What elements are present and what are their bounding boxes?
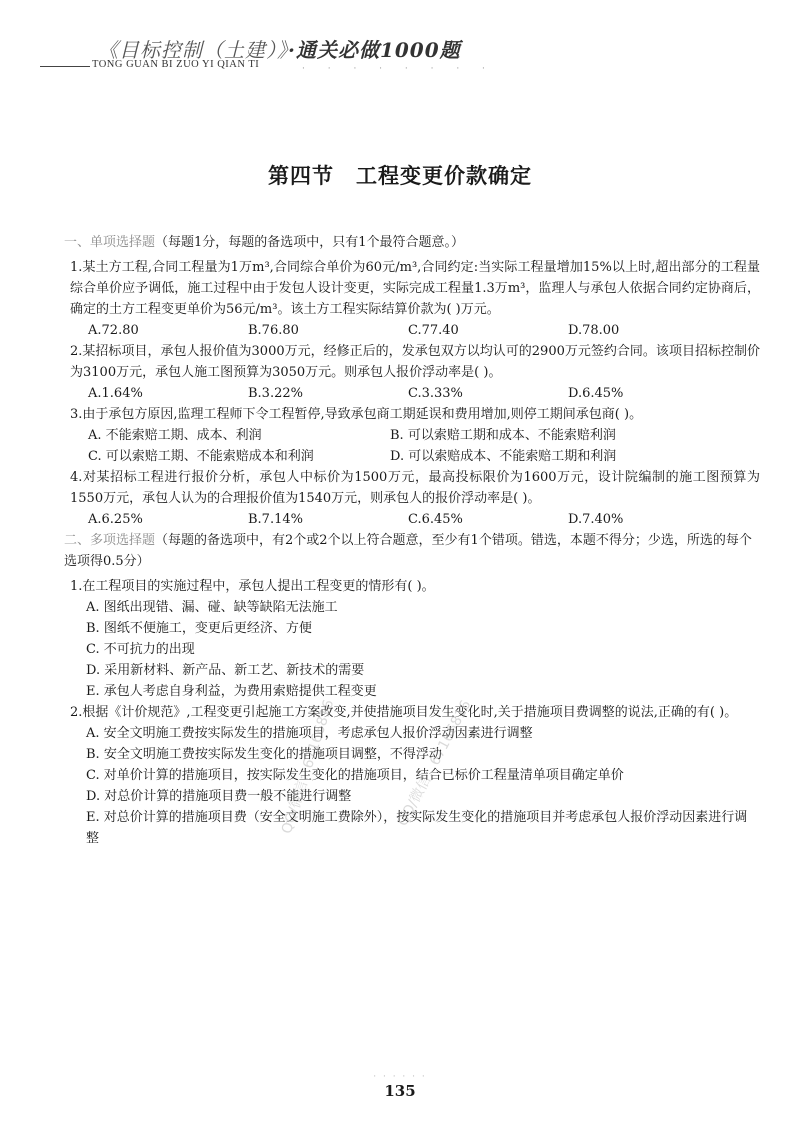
section-title xyxy=(0,160,800,190)
option: B. 可以索赔工期和成本、不能索赔利润 xyxy=(390,428,616,443)
option: C.3.33% xyxy=(408,386,463,401)
option: B.3.22% xyxy=(248,386,303,401)
watermark: QQ/微信：67166816 xyxy=(278,697,338,836)
page-number-decoration: · · · · · · xyxy=(373,1072,427,1082)
option: D.78.00 xyxy=(568,323,620,338)
option: D. 采用新材料、新产品、新工艺、新技术的需要 xyxy=(86,663,365,678)
section-name: 工程变更价款确定 xyxy=(356,164,532,188)
question xyxy=(70,257,760,341)
section-number: 第四节 xyxy=(268,164,334,188)
question xyxy=(70,576,760,702)
part-note: （每题的备选项中，有2个或2个以上符合题意，至少有1个错项。错选，本题不得分；少选，所选的每个选项得0.5分） xyxy=(64,533,752,569)
option: C. 不可抗力的出现 xyxy=(86,642,195,657)
question xyxy=(70,467,760,530)
option: A.1.64% xyxy=(88,386,143,401)
options xyxy=(88,509,760,530)
option: D. 对总价计算的措施项目费一般不能进行调整 xyxy=(86,789,352,804)
part-heading-single xyxy=(64,232,760,253)
option: B.7.14% xyxy=(248,512,303,527)
option: A.72.80 xyxy=(88,323,139,338)
question-text: 2.某招标项目，承包人报价值为3000万元，经修正后的，发承包双方以均认可的2900万元签约合同。该项目招标控制价为3100万元，承包人施工图预算为3050万元。则承包人报价浮动率是( )。 xyxy=(70,344,760,380)
option: E. 承包人考虑自身利益，为费用索赔提供工程变更 xyxy=(86,684,377,699)
option: E. 对总价计算的措施项目费（安全文明施工费除外），按实际发生变化的措施项目并考虑承包人报价浮动因素进行调整 xyxy=(86,810,748,846)
question xyxy=(70,341,760,404)
option: A. 不能索赔工期、成本、利润 xyxy=(88,428,262,443)
question-text: 2.根据《计价规范》,工程变更引起施工方案改变,并使措施项目发生变化时,关于措施项目费调整的说法,正确的有( )。 xyxy=(70,705,738,720)
part-heading-multi xyxy=(64,530,760,572)
book-title-main: 《目标控制（土建）》 xyxy=(98,38,288,62)
options xyxy=(88,425,760,446)
option: B. 安全文明施工费按实际发生变化的措施项目调整，不得浮动 xyxy=(86,747,442,762)
option: C. 对单价计算的措施项目，按实际发生变化的措施项目，结合已标价工程量清单项目确定单价 xyxy=(86,768,624,783)
options xyxy=(88,383,760,404)
header-pinyin: TONG GUAN BI ZUO YI QIAN TI xyxy=(92,59,260,70)
option: A. 安全文明施工费按实际发生的措施项目，考虑承包人报价浮动因素进行调整 xyxy=(86,726,533,741)
question-text: 1.某土方工程,合同工程量为1万m³,合同综合单价为60元/m³,合同约定:当实际工程量增加15%以上时,超出部分的工程量综合单价应予调低，施工过程中由于发包人设计变更，实际完成工程量1.3万m³，监理人与承包人依据合同约定协商后，确定的土方工程变更单价为56元/m³。该土方工程实际结算价款为( )万元。 xyxy=(70,260,760,317)
watermark: QQ/微信：67166816 xyxy=(394,697,475,829)
options xyxy=(88,446,760,467)
option: C.6.45% xyxy=(408,512,463,527)
part-lead: 二、多项选择题 xyxy=(64,533,156,548)
question-text: 3.由于承包方原因,监理工程师下令工程暂停,导致承包商工期延误和费用增加,则停工期间承包商( )。 xyxy=(70,407,643,422)
option: B.76.80 xyxy=(248,323,299,338)
running-header xyxy=(40,28,760,88)
option: C. 可以索赔工期、不能索赔成本和利润 xyxy=(88,449,314,464)
options xyxy=(88,320,760,341)
option: D. 可以索赔成本、不能索赔工期和利润 xyxy=(390,449,617,464)
book-title-sub: ·通关必做1000题 xyxy=(288,38,461,62)
option: C.77.40 xyxy=(408,323,459,338)
part-lead: 一、单项选择题 xyxy=(64,235,156,250)
option: A. 图纸出现错、漏、碰、缺等缺陷无法施工 xyxy=(86,600,338,615)
header-dots: · · · · · · · · xyxy=(302,64,495,74)
option: D.7.40% xyxy=(568,512,624,527)
question xyxy=(70,404,760,467)
content xyxy=(64,232,760,849)
part-note: （每题1分，每题的备选项中，只有1个最符合题意。） xyxy=(155,235,465,250)
question-text: 1.在工程项目的实施过程中，承包人提出工程变更的情形有( )。 xyxy=(70,579,435,594)
page-number: 135 xyxy=(384,1082,416,1100)
question-text: 4.对某招标工程进行报价分析，承包人中标价为1500万元，最高投标限价为1600万元，设计院编制的施工图预算为1550万元，承包人认为的合理报价值为1540万元，则承包人的报价浮动率是( )。 xyxy=(70,470,760,506)
option: B. 图纸不便施工，变更后更经济、方便 xyxy=(86,621,312,636)
option: A.6.25% xyxy=(88,512,143,527)
header-rule xyxy=(40,66,90,67)
option: D.6.45% xyxy=(568,386,624,401)
